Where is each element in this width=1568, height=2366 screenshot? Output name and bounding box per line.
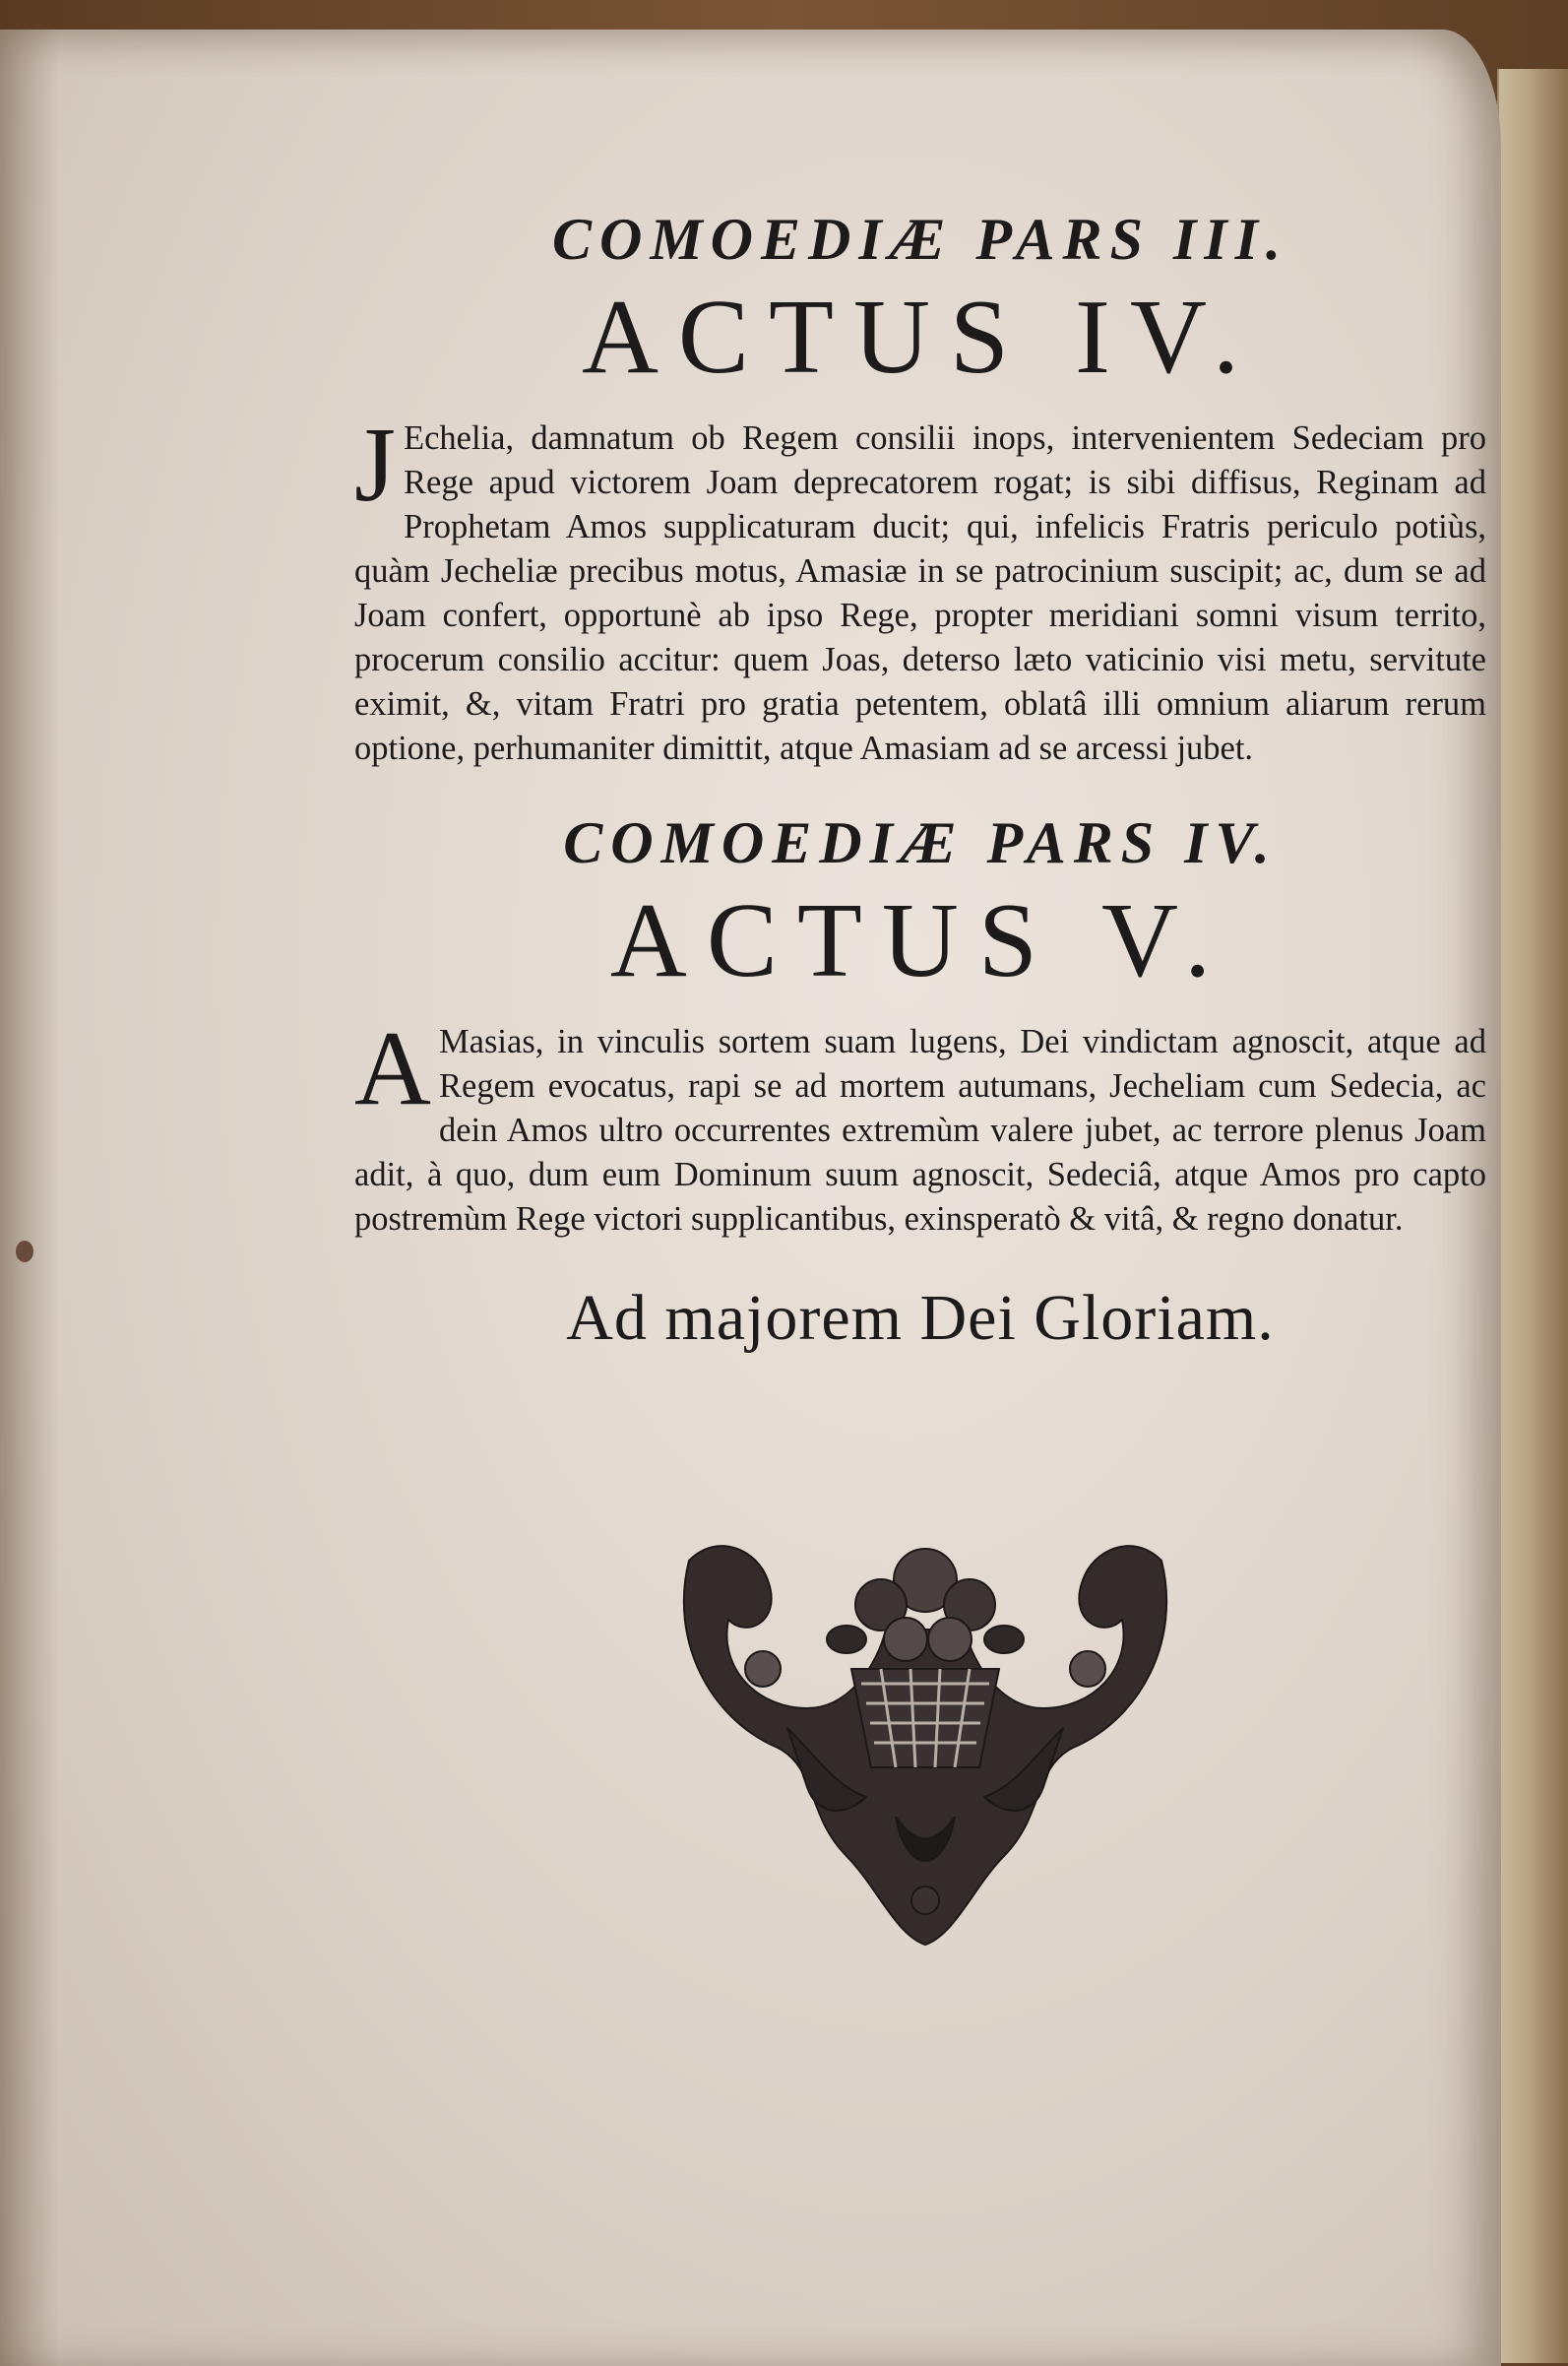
dropcap-j: J bbox=[354, 406, 397, 524]
page-content bbox=[354, 207, 1486, 1356]
pars-title-iii: COMOEDIÆ PARS III. bbox=[551, 207, 1288, 272]
pars-title-iv: COMOEDIÆ PARS IV. bbox=[563, 809, 1278, 875]
actus-title-iv: ACTUS IV. bbox=[581, 279, 1260, 396]
argument-text-actus-v: Masias, in vinculis sortem suam lugens, Dei vindictam agnoscit, atque ad Regem evocatus, rapi se ad mortem autumans, Jecheliam cum Sedecia, ac dein Amos ultro occurrentes extremùm valere jubet, ac terrore plenus Joam adit, à quo, dum eum Dominum suum agnoscit, Sedeciâ, atque Amos pro capto postremùm Rege victori supplicantibus, exinsperatò & vitâ, & regno donatur. bbox=[354, 1022, 1486, 1238]
basket-of-fruit-ornament-icon bbox=[669, 1521, 1181, 1954]
argument-paragraph-actus-iv bbox=[354, 406, 1486, 771]
adjacent-page-edges bbox=[1497, 69, 1568, 2363]
argument-paragraph-actus-v bbox=[354, 1009, 1486, 1242]
dropcap-a: A bbox=[354, 1009, 431, 1127]
page-gutter-shadow bbox=[0, 30, 59, 2366]
actus-title-v: ACTUS V. bbox=[609, 881, 1231, 999]
paper-stain bbox=[16, 1241, 33, 1262]
closing-motto: Ad majorem Dei Gloriam. bbox=[566, 1281, 1275, 1354]
argument-text-actus-iv: Echelia, damnatum ob Regem consilii inops, intervenientem Sedeciam pro Rege apud victorem Joam deprecatorem rogat; is sibi diffisus, Reginam ad Prophetam Amos supplicaturam ducit; qui, infelicis Fratris periculo potiùs, quàm Jecheliæ precibus motus, Amasiæ in se patrocinium suscipit; ac, dum se ad Joam confert, opportunè ab ipso Rege, propter meridiani somni visum territo, procerum consilio accitur: quem Joas, deterso læto vaticinio visi metu, servitute eximit, &, vitam Fratri pro gratia petentem, oblatâ illi omnium aliarum rerum optione, perhumaniter dimittit, atque Amasiam ad se arcessi jubet. bbox=[354, 418, 1486, 767]
